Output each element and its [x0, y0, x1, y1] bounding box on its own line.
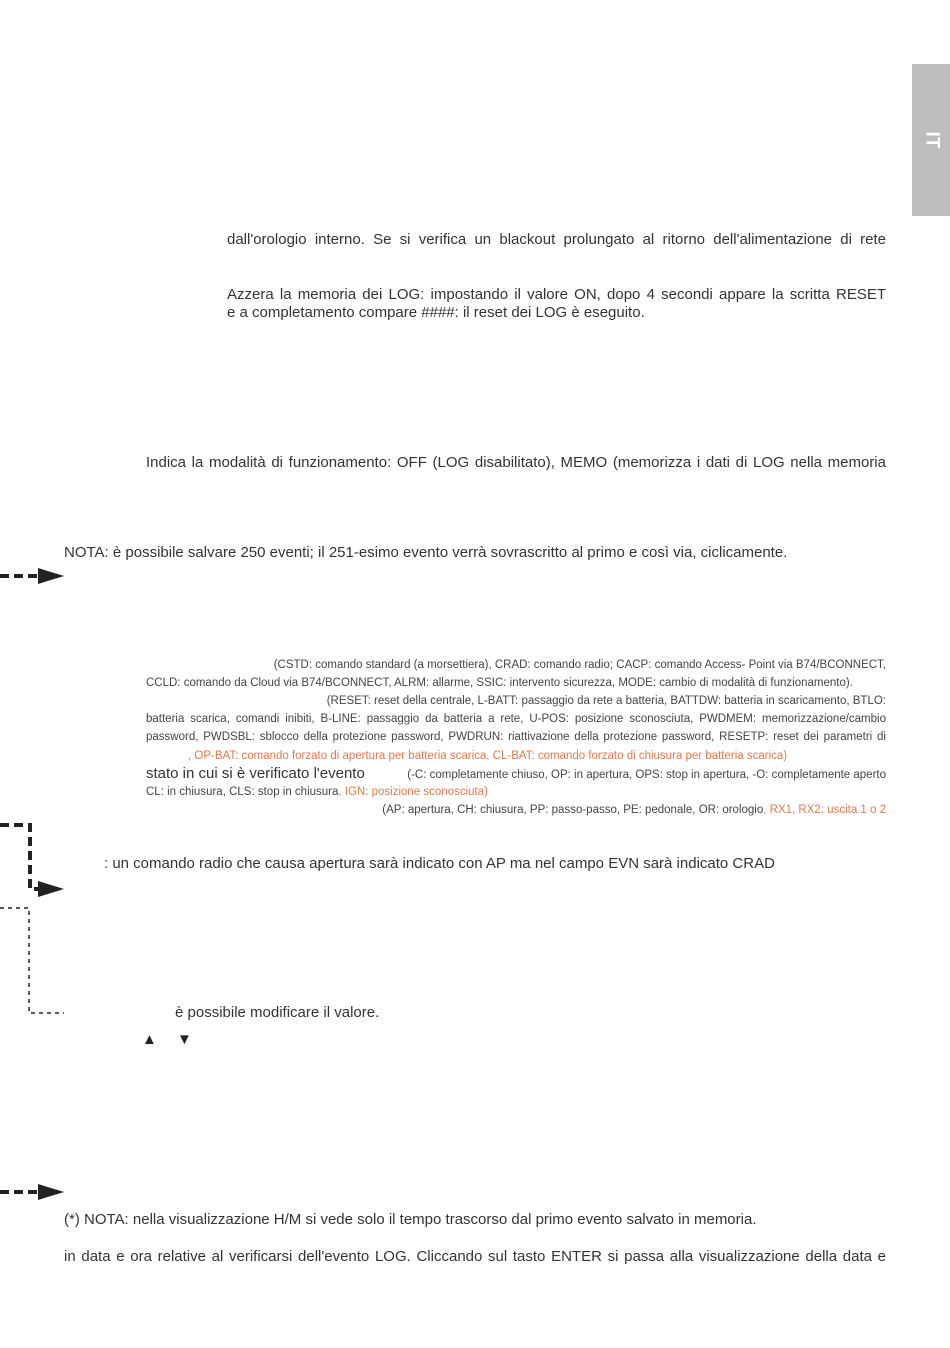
legend-state-line2-row — [146, 786, 488, 798]
down-arrow-icon: ▼ — [177, 1031, 192, 1048]
arrow-events-icon — [0, 568, 64, 584]
bracket-modify-icon — [0, 908, 64, 1013]
clock-line: dall'orologio interno. Se si verifica un blackout prolungato al ritorno dell'alimentazione di rete — [227, 231, 886, 248]
arrow-legend-icon — [0, 825, 64, 897]
mode-line: Indica la modalità di funzionamento: OFF (LOG disabilitato), MEMO (memorizza i dati di LOG nella memoria — [146, 454, 886, 471]
radio-note: : un comando radio che causa apertura sarà indicato con AP ma nel campo EVN sarà indicato CRAD — [104, 855, 775, 872]
reset-note-line1: Azzera la memoria dei LOG: impostando il valore ON, dopo 4 secondi appare la scritta RESET — [227, 286, 886, 303]
legend-out-line-orange: , RX1, RX2: uscita 1 o 2 — [763, 804, 886, 816]
legend-evt-line2: batteria scarica, comandi inibiti, B-LINE: passaggio da batteria a rete, U-POS: posizione sconosciuta, PWDMEM: memorizzazione/cambio — [146, 713, 886, 725]
legend-evt-line1: (RESET: reset della centrale, L-BATT: passaggio da rete a batteria, BATTDW: batteria in scaricamento, BTLO: — [326, 695, 886, 707]
legend-state-lead: stato in cui si è verificato l'evento — [146, 765, 365, 782]
legend-state-line1: (-C: completamente chiuso, OP: in apertura, OPS: stop in apertura, -O: completamente aperto — [407, 769, 886, 781]
date-line: in data e ora relative al verificarsi dell'evento LOG. Cliccando sul tasto ENTER si passa alla visualizzazione della data e — [64, 1248, 886, 1265]
legend-out-line: (AP: apertura, CH: chiusura, PP: passo-passo, PE: pedonale, OR: orologio — [382, 804, 764, 816]
legend-state-row — [146, 765, 886, 782]
reset-note-line2: e a completamento compare ####: il reset dei LOG è eseguito. — [227, 304, 645, 321]
legend-state-line2-orange: , IGN: posizione sconosciuta) — [338, 786, 488, 798]
language-label: IT — [920, 131, 942, 149]
legend-out-row — [146, 804, 886, 816]
hm-note: (*) NOTA: nella visualizzazione H/M si vede solo il tempo trascorso dal primo evento salvato in memoria. — [64, 1211, 757, 1228]
legend-cmd-line2: CCLD: comando da Cloud via B74/BCONNECT, ALRM: allarme, SSIC: intervento sicurezza, MODE: cambio di modalità di funzionamento). — [146, 677, 853, 689]
legend-evt-line3: password, PWDSBL: sblocco della protezione password, PWDRUN: riattivazione della protezione password, RESETP: reset dei parametri di — [146, 731, 886, 743]
arrow-hm-icon — [0, 1184, 64, 1200]
legend-evt-line4: , OP-BAT: comando forzato di apertura per batteria scarica, CL-BAT: comando forzato di chiusura per batteria scarica) — [188, 750, 788, 762]
modify-note: è possibile modificare il valore. — [175, 1004, 380, 1021]
legend-state-line2: CL: in chiusura, CLS: stop in chiusura — [146, 786, 339, 798]
legend-cmd-line1: (CSTD: comando standard (a morsettiera), CRAD: comando radio; CACP: comando Access- Point via B74/BCONNECT, — [273, 659, 886, 671]
up-arrow-icon: ▲ — [142, 1031, 157, 1048]
events-note: NOTA: è possibile salvare 250 eventi; il 251-esimo evento verrà sovrascritto al primo e così via, ciclicamente. — [64, 544, 788, 561]
